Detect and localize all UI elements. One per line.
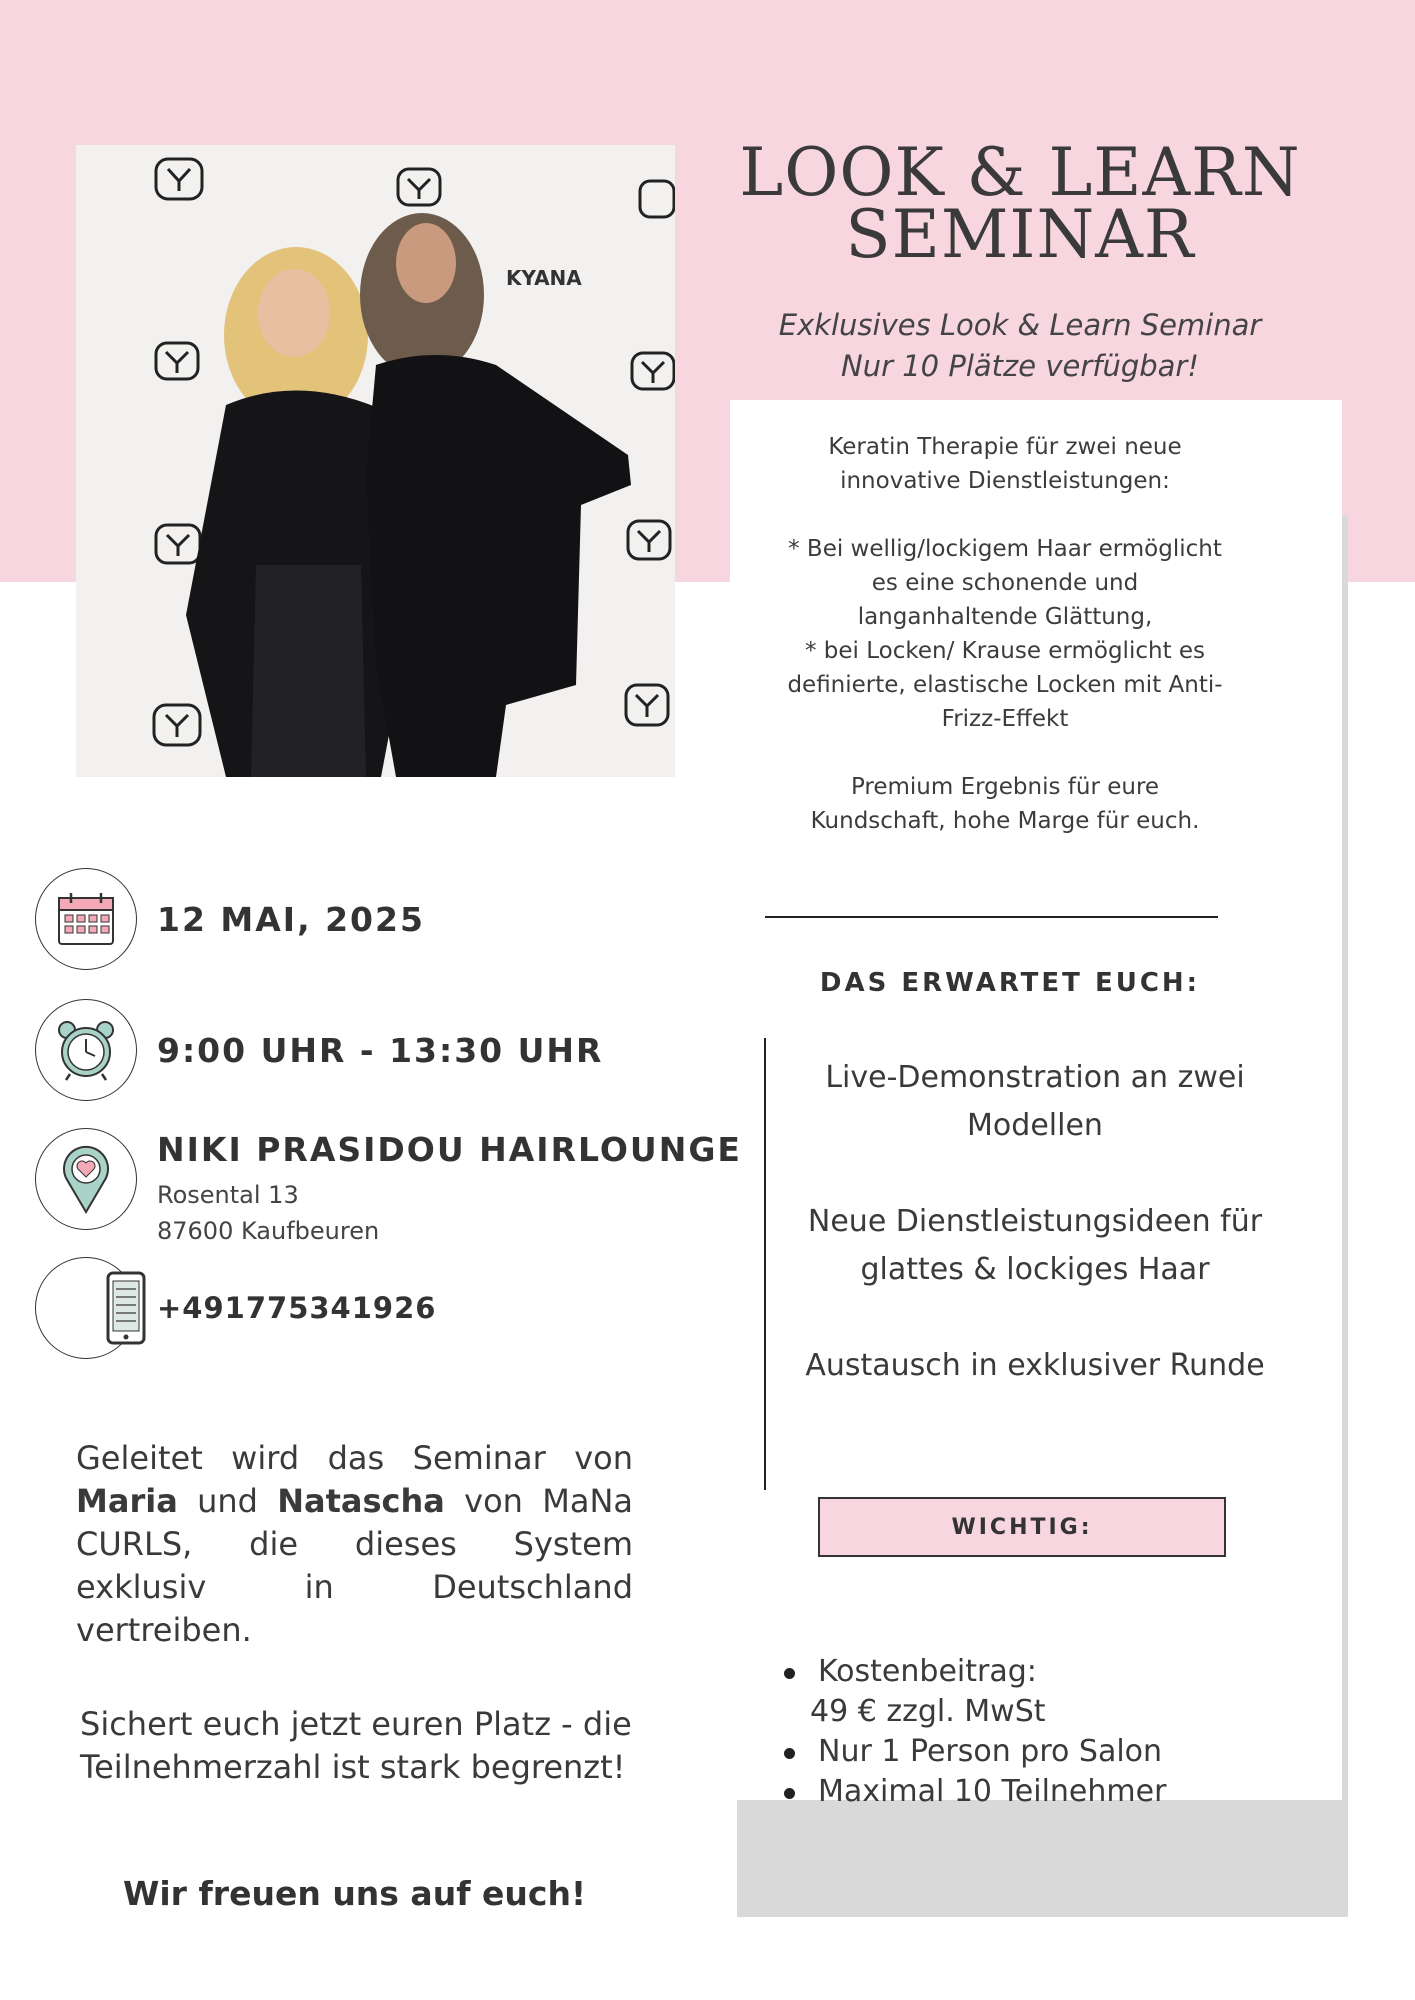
page-title: LOOK & LEARN SEMINAR: [739, 134, 1301, 273]
time-row: [35, 999, 603, 1101]
location-pin-icon: [35, 1128, 137, 1230]
phone-number[interactable]: +491775341926: [157, 1291, 437, 1325]
calendar-icon: [35, 868, 137, 970]
led-by-paragraph: [76, 1437, 633, 1652]
treatment-description: [780, 430, 1230, 872]
card-footer-block: [737, 1800, 1348, 1916]
subtitle-line-2: Nur 10 Plätze verfügbar!: [841, 349, 1199, 383]
presenter-name-1: Maria: [76, 1482, 178, 1520]
call-to-action: Sichert euch jetzt euren Platz - die Teilnehmerzahl ist stark begrenzt!: [80, 1705, 632, 1786]
expect-list: [790, 1054, 1280, 1438]
presenter-name-2: Natascha: [277, 1482, 445, 1520]
venue-city: 87600 Kaufbeuren: [157, 1217, 380, 1245]
list-item-fee: [780, 1652, 1280, 1692]
fee-value: 49 € zzgl. MwSt: [810, 1694, 1046, 1729]
presenters-photo: [76, 145, 675, 777]
result-text: Premium Ergebnis für eure Kundschaft, hohe Marge für euch.: [810, 774, 1200, 834]
venue-street: Rosental 13: [157, 1181, 299, 1209]
expect-item: Austausch in exklusiver Runde: [805, 1348, 1265, 1383]
list-item-person: Nur 1 Person pro Salon: [780, 1732, 1280, 1772]
vertical-rule: [764, 1038, 766, 1490]
benefit-2: * bei Locken/ Krause ermöglicht es definierte, elastische Locken mit Anti-Frizz-Effekt: [787, 638, 1223, 732]
list-item-max: Maximal 10 Teilnehmer: [780, 1772, 1280, 1812]
event-time: 9:00 UHR - 13:30 UHR: [157, 1030, 604, 1070]
venue-name: NIKI PRASIDOU HAIRLOUNGE: [157, 1130, 742, 1169]
benefits-text: [780, 532, 1230, 736]
date-row: [35, 868, 425, 970]
photo-illustration: [76, 145, 675, 777]
intro-text: Keratin Therapie für zwei neue innovative Dienstleistungen:: [828, 434, 1182, 494]
led-prefix: Geleitet wird das Seminar von: [76, 1439, 633, 1477]
led-and: und: [197, 1482, 258, 1520]
phone-row: [35, 1257, 436, 1359]
led-suffix: von MaNa CURLS, die dieses System exklusiv in Deutschland vertreiben.: [76, 1482, 633, 1649]
alarm-clock-icon: [35, 999, 137, 1101]
expect-item: Neue Dienstleistungsideen für glattes & lockiges Haar: [807, 1204, 1263, 1287]
benefit-1: * Bei wellig/lockigem Haar ermöglicht es eine schonende und langanhaltende Glättung,: [788, 536, 1222, 630]
venue-details: [157, 1130, 742, 1249]
smartphone-icon: [35, 1257, 137, 1359]
important-label: WICHTIG:: [818, 1497, 1226, 1557]
brand-text: KYANA: [506, 266, 582, 290]
event-date: 12 MAI, 2025: [157, 899, 425, 939]
expect-item: Live-Demonstration an zwei Modellen: [825, 1060, 1245, 1143]
subtitle-line-1: Exklusives Look & Learn Seminar: [778, 308, 1262, 342]
closing-line: Wir freuen uns auf euch!: [122, 1874, 587, 1913]
venue-row: [35, 1128, 742, 1249]
section-divider: [765, 916, 1218, 918]
subtitle: [700, 305, 1340, 387]
fee-label: Kostenbeitrag:: [818, 1654, 1037, 1689]
expect-heading: DAS ERWARTET EUCH:: [819, 968, 1201, 998]
important-list: [780, 1652, 1280, 1812]
